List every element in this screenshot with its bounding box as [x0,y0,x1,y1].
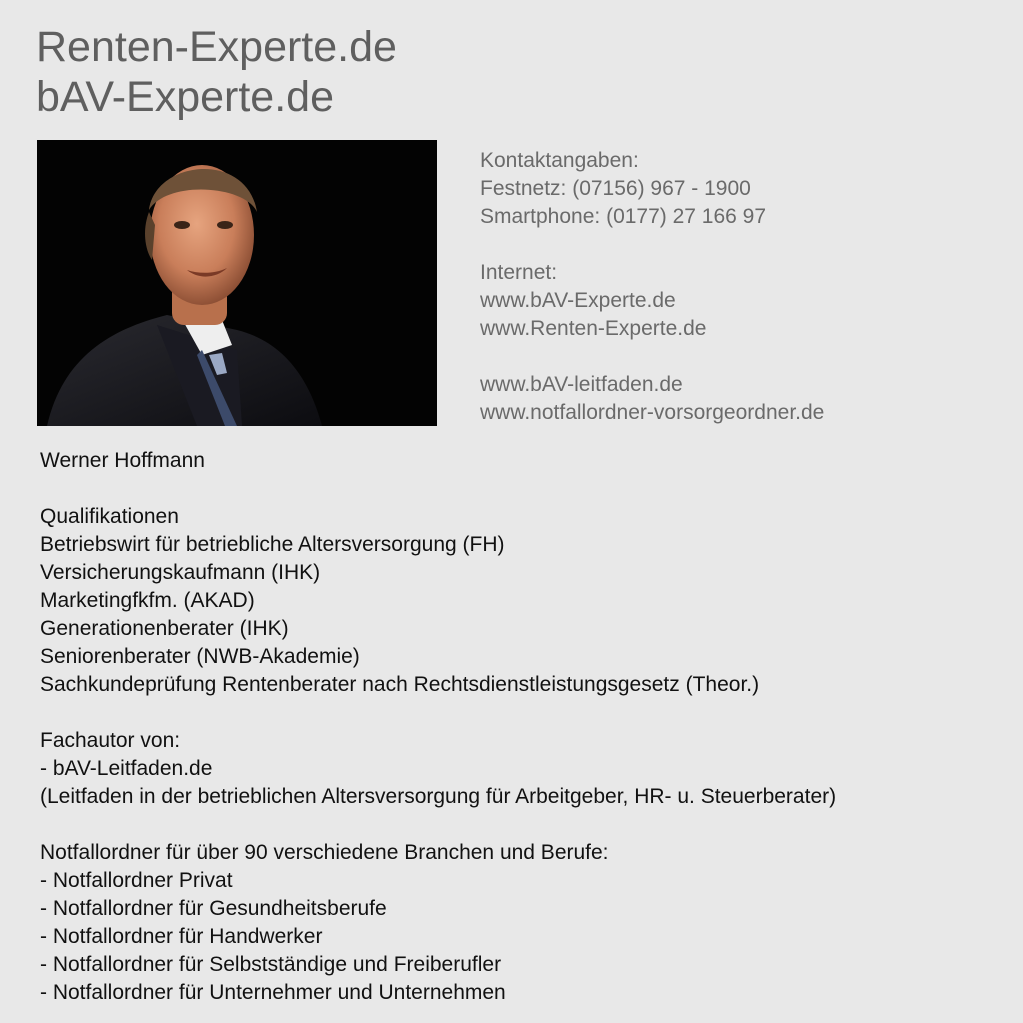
landline-number: Festnetz: (07156) 967 - 1900 [480,177,751,200]
qualification-item: Generationenberater (IHK) [40,617,289,640]
qualification-item: Seniorenberater (NWB-Akademie) [40,645,360,668]
qualification-item: Marketingfkfm. (AKAD) [40,589,255,612]
emergency-item: - Notfallordner Privat [40,869,233,892]
contact-details [480,147,1000,427]
website-link-renten-experte: www.Renten-Experte.de [480,317,707,340]
emergency-item: - Notfallordner für Selbstständige und Freiberufler [40,953,502,976]
emergency-item: - Notfallordner für Unternehmer und Unternehmen [40,981,506,1004]
qualification-item: Versicherungskaufmann (IHK) [40,561,321,584]
website-link-notfallordner: www.notfallordner-vorsorgeordner.de [480,401,825,424]
author-item: - bAV-Leitfaden.de [40,757,213,780]
qualification-item: Betriebswirt für betriebliche Altersversorgung (FH) [40,533,505,556]
spacer [480,231,1000,259]
contact-heading: Kontaktangaben: [480,149,639,172]
site-title-line-2: bAV-Experte.de [36,73,334,121]
spacer [40,475,1000,503]
mobile-number: Smartphone: (0177) 27 166 97 [480,205,767,228]
portrait-photo [37,140,437,426]
website-link-bav-experte: www.bAV-Experte.de [480,289,676,312]
portrait-illustration [37,140,437,426]
profile-section [40,447,1000,1007]
site-title [36,22,397,122]
author-item: (Leitfaden in der betrieblichen Altersversorgung für Arbeitgeber, HR- u. Steuerberater) [40,785,837,808]
spacer [480,343,1000,371]
spacer [40,699,1000,727]
emergency-heading: Notfallordner für über 90 verschiedene Branchen und Berufe: [40,841,609,864]
qualifications-heading: Qualifikationen [40,505,179,528]
site-title-line-1: Renten-Experte.de [36,23,397,71]
spacer [40,811,1000,839]
author-heading: Fachautor von: [40,729,181,752]
qualification-item: Sachkundeprüfung Rentenberater nach Rechtsdienstleistungsgesetz (Theor.) [40,673,760,696]
internet-heading: Internet: [480,261,558,284]
emergency-item: - Notfallordner für Handwerker [40,925,323,948]
website-link-bav-leitfaden: www.bAV-leitfaden.de [480,373,683,396]
emergency-item: - Notfallordner für Gesundheitsberufe [40,897,387,920]
person-name: Werner Hoffmann [40,449,205,472]
